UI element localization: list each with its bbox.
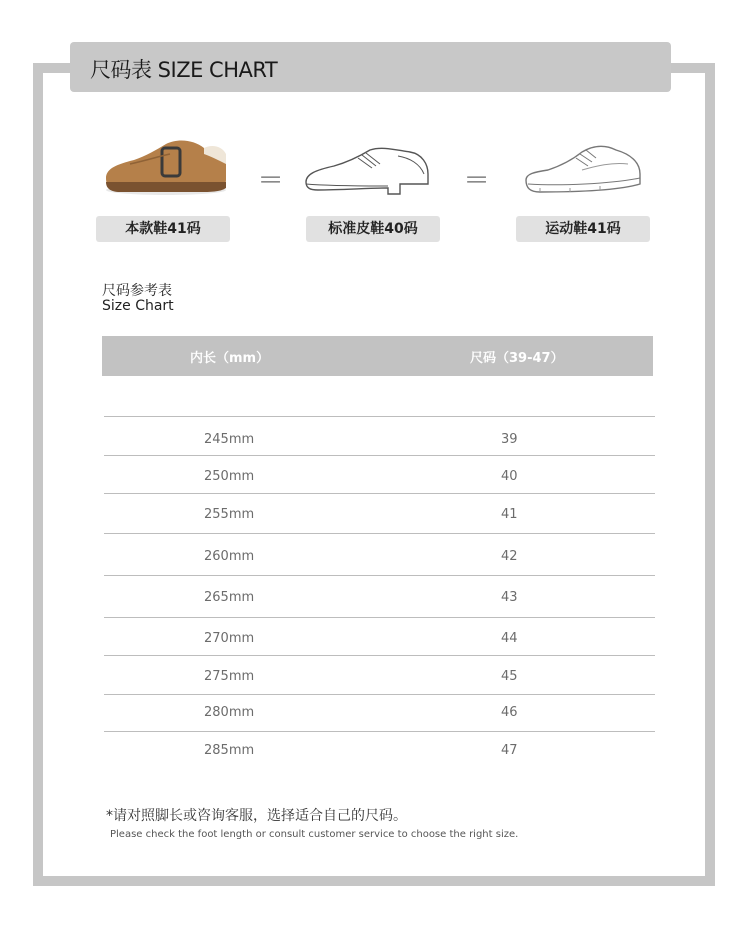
table-divider: [104, 694, 655, 695]
sneaker-icon: [520, 140, 646, 200]
equals-sign-1: =: [258, 162, 284, 197]
table-cell-length: 280mm: [204, 705, 255, 720]
size-chart-label-cn: 尺码参考表: [102, 283, 172, 299]
table-cell-size: 42: [501, 549, 518, 564]
table-cell-length: 265mm: [204, 590, 255, 605]
table-divider: [104, 493, 655, 494]
table-divider: [104, 416, 655, 417]
table-cell-length: 245mm: [204, 432, 255, 447]
table-cell-size: 39: [501, 432, 518, 447]
comparison-label-dress-shoe: 标准皮鞋40码: [306, 216, 440, 242]
table-cell-length: 255mm: [204, 507, 255, 522]
column-header-length: 内长（mm）: [190, 351, 270, 366]
comparison-label-sneaker: 运动鞋41码: [516, 216, 650, 242]
comparison-label-this-shoe: 本款鞋41码: [96, 216, 230, 242]
size-chart-label-en: Size Chart: [102, 298, 174, 314]
note-chinese: *请对照脚长或咨询客服，选择适合自己的尺码。: [106, 808, 407, 824]
title-bar: [70, 42, 671, 92]
table-cell-size: 44: [501, 631, 518, 646]
table-header: [102, 336, 653, 376]
equals-sign-2: =: [464, 162, 490, 197]
table-cell-length: 270mm: [204, 631, 255, 646]
table-divider: [104, 575, 655, 576]
table-cell-length: 285mm: [204, 743, 255, 758]
table-divider: [104, 533, 655, 534]
table-cell-length: 260mm: [204, 549, 255, 564]
table-cell-size: 45: [501, 669, 518, 684]
column-header-size: 尺码（39-47）: [470, 351, 564, 366]
leather-dress-shoe-icon: [300, 144, 432, 200]
table-cell-size: 40: [501, 469, 518, 484]
table-divider: [104, 731, 655, 732]
table-cell-size: 47: [501, 743, 518, 758]
table-divider: [104, 655, 655, 656]
table-cell-length: 275mm: [204, 669, 255, 684]
table-cell-size: 43: [501, 590, 518, 605]
table-cell-size: 46: [501, 705, 518, 720]
page-title: 尺码表 SIZE CHART: [90, 58, 278, 82]
note-english: Please check the foot length or consult customer service to choose the right size.: [110, 829, 519, 840]
table-divider: [104, 455, 655, 456]
table-cell-size: 41: [501, 507, 518, 522]
table-divider: [104, 617, 655, 618]
table-cell-length: 250mm: [204, 469, 255, 484]
suede-slip-on-shoe-icon: [100, 134, 232, 200]
